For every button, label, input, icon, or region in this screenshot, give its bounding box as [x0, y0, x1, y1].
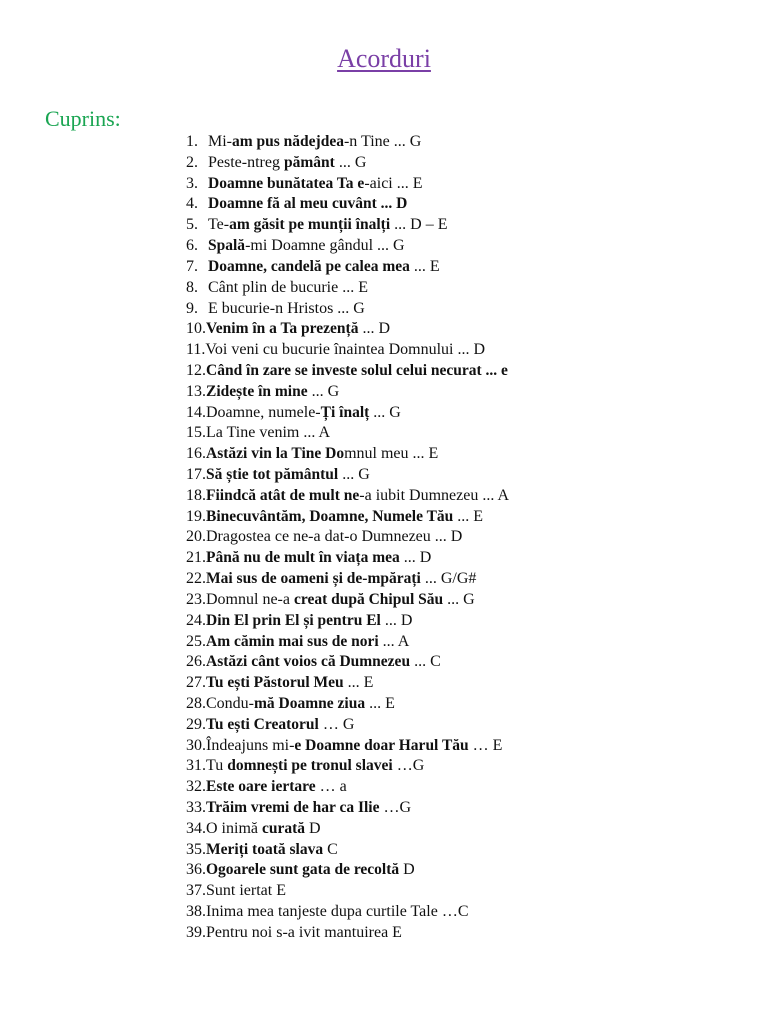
list-item-text: Fiindcă atât de mult ne — [206, 486, 360, 504]
list-item — [186, 278, 746, 299]
list-item — [186, 486, 746, 507]
list-item — [186, 153, 746, 174]
list-item-text: Doamne bunătatea Ta e — [208, 174, 365, 192]
list-item-text: ... D — [380, 611, 413, 629]
list-item-number: 10. — [186, 320, 206, 338]
list-item-number: 2. — [186, 153, 198, 171]
list-item-text: Ogoarele sunt gata de recoltă — [206, 861, 400, 879]
list-item-text: mnul meu ... E — [344, 445, 439, 463]
list-item-number: 36. — [186, 861, 206, 879]
list-item — [186, 444, 746, 465]
list-item — [186, 715, 746, 736]
list-item-number: 37. — [186, 882, 206, 900]
list-item-text: La Tine venim ... A — [206, 424, 331, 442]
table-of-contents — [186, 132, 746, 944]
list-item-text: Sunt iertat E — [206, 882, 286, 900]
list-item-text: Spală — [208, 237, 246, 255]
list-item-number: 25. — [186, 632, 206, 650]
list-item — [186, 611, 746, 632]
list-item-text: Dragostea ce ne-a dat-o Dumnezeu ... D — [206, 528, 463, 546]
list-item-number: 8. — [186, 278, 198, 296]
list-item — [186, 569, 746, 590]
list-item — [186, 382, 746, 403]
list-item-text: ... E — [365, 694, 395, 712]
list-item-number: 39. — [186, 923, 206, 941]
list-item — [186, 174, 746, 195]
list-item-number: 35. — [186, 840, 206, 858]
list-item-text: creat după Chipul Său — [293, 590, 444, 608]
list-item-text: O inimă — [206, 819, 262, 837]
list-item-text: ... C — [410, 653, 441, 671]
document-title: Acorduri — [337, 44, 431, 73]
list-item-number: 5. — [186, 216, 198, 234]
list-item-text: ... A — [378, 632, 410, 650]
list-item-text: Binecuvântăm, Doamne, Numele Tău — [206, 507, 454, 525]
list-item-text: ... E — [409, 257, 440, 275]
list-item-number: 7. — [186, 257, 198, 275]
list-item-text: Astăzi cânt voios că Dumnezeu — [206, 653, 411, 671]
list-item-text: Peste-ntreg — [208, 153, 284, 171]
list-item-number: 30. — [186, 736, 206, 754]
list-item-text: Tu ești Creatorul — [206, 715, 319, 733]
list-item-text: ... G — [307, 382, 340, 400]
list-item-text: ... D — [399, 549, 432, 567]
list-item-number: 1. — [186, 133, 198, 150]
list-item-text: Pentru noi s-a ivit mantuirea E — [206, 923, 402, 941]
section-heading: Cuprins: — [45, 106, 121, 131]
list-item-number: 18. — [186, 486, 206, 504]
list-item — [186, 902, 746, 923]
list-item-text: Din El prin El și pentru El — [206, 611, 381, 629]
list-item-number: 34. — [186, 819, 206, 837]
list-item — [186, 340, 746, 361]
list-item-text: Mai sus de oameni și de-mpărați — [206, 570, 421, 588]
list-item — [186, 527, 746, 548]
list-item-text: … E — [468, 736, 503, 754]
list-item-number: 24. — [186, 611, 206, 629]
list-item-number: 28. — [186, 694, 206, 712]
list-item-number: 32. — [186, 778, 206, 796]
list-item-text: D — [305, 819, 321, 837]
list-item — [186, 299, 746, 320]
list-item-text: ... G — [443, 590, 475, 608]
list-item — [186, 132, 746, 153]
list-item-text: e Doamne doar Harul Tău — [294, 736, 469, 754]
list-item — [186, 465, 746, 486]
list-item-text: pământ — [283, 153, 335, 171]
list-item-text: Tu — [206, 757, 228, 775]
list-item — [186, 590, 746, 611]
list-item — [186, 840, 746, 861]
list-item-text: Îndeajuns mi- — [206, 736, 295, 754]
list-item-text: Ți înalț — [320, 403, 370, 421]
list-item-text: Să știe tot pământul — [206, 466, 339, 483]
list-item-text: -a iubit Dumnezeu ... A — [359, 486, 510, 504]
list-item — [186, 215, 746, 236]
list-item-number: 9. — [186, 299, 198, 317]
list-item-number: 29. — [186, 715, 206, 733]
list-item-text: curată — [262, 819, 306, 837]
list-item-number: 33. — [186, 799, 206, 816]
list-item — [186, 403, 746, 424]
list-item-number: 6. — [186, 237, 198, 255]
list-item-text: … G — [318, 715, 355, 733]
list-item-number: 22. — [186, 570, 206, 588]
list-item-text: Meriți toată slava — [206, 840, 324, 858]
list-item — [186, 756, 746, 777]
list-item-number: 23. — [186, 590, 206, 608]
list-item — [186, 860, 746, 881]
list-item-number: 12. — [186, 361, 206, 379]
list-item-text: Domnul ne-a — [206, 590, 294, 608]
list-item-text: -mi Doamne gândul ... G — [245, 237, 405, 255]
list-item — [186, 819, 746, 840]
list-item — [186, 548, 746, 569]
list-item — [186, 777, 746, 798]
list-item-text: am pus nădejdea — [232, 133, 344, 150]
list-item-text: ... G — [369, 403, 401, 421]
list-item — [186, 673, 746, 694]
list-item-text: ... G — [334, 153, 367, 171]
list-item-text: Până nu de mult în viața mea — [206, 549, 400, 567]
list-item-text: Cânt plin de bucurie ... E — [208, 278, 368, 296]
list-item-text: ... G — [338, 466, 370, 483]
list-item-number: 38. — [186, 903, 206, 921]
list-item-text: -n Tine ... G — [343, 133, 422, 150]
list-item-text: …G — [392, 757, 425, 775]
list-item-number: 31. — [186, 757, 206, 775]
list-item-text: Te- — [208, 216, 230, 234]
list-item-text: Doamne fă al meu cuvânt ... D — [208, 195, 408, 213]
list-item-text: C — [323, 840, 338, 858]
list-item — [186, 881, 746, 902]
list-item-text: Inima mea tanjeste dupa curtile Tale …C — [206, 903, 469, 921]
list-item-text: Doamne, numele- — [206, 403, 321, 421]
list-item-text: ... G/G# — [420, 570, 477, 588]
list-item-text: Când în zare se investe solul celui necurat ... e — [206, 361, 508, 379]
list-item-number: 3. — [186, 174, 198, 192]
list-item — [186, 652, 746, 673]
list-item-text: Zidește în mine — [206, 382, 308, 400]
list-item-number: 19. — [186, 507, 206, 525]
list-item-text: …G — [379, 799, 412, 816]
list-item-text: ... D — [358, 320, 391, 338]
list-item — [186, 798, 746, 819]
list-item-text: Mi- — [208, 133, 232, 150]
list-item — [186, 694, 746, 715]
list-item-text: Astăzi vin la Tine Do — [206, 445, 345, 463]
list-item-number: 14. — [186, 403, 206, 421]
list-item-text: Am cămin mai sus de nori — [206, 632, 379, 650]
list-item-text: Condu- — [206, 694, 254, 712]
list-item-text: … a — [315, 778, 347, 796]
list-item-text: Este oare iertare — [206, 778, 316, 796]
list-item-number: 17. — [186, 466, 206, 483]
list-item-text: ... E — [453, 507, 484, 525]
list-item-number: 26. — [186, 653, 206, 671]
list-item — [186, 507, 746, 528]
list-item-text: ... D – E — [390, 216, 448, 234]
list-item — [186, 194, 746, 215]
list-item-text: mă Doamne ziua — [254, 694, 366, 712]
list-item-number: 16. — [186, 445, 206, 463]
list-item-text: Venim în a Ta prezență — [206, 320, 359, 338]
list-item-text: Doamne, candelă pe calea mea — [208, 257, 410, 275]
list-item-text: domnești pe tronul slavei — [227, 757, 393, 775]
list-item-number: 11. — [186, 341, 206, 359]
list-item-text: -aici ... E — [364, 174, 423, 192]
list-item — [186, 257, 746, 278]
list-item-number: 27. — [186, 674, 206, 692]
list-item — [186, 632, 746, 653]
list-item-number: 21. — [186, 549, 206, 567]
list-item-number: 20. — [186, 528, 206, 546]
list-item-text: E bucurie-n Hristos ... G — [208, 299, 365, 317]
list-item — [186, 319, 746, 340]
list-item-number: 4. — [186, 195, 198, 213]
list-item — [186, 423, 746, 444]
list-item-number: 13. — [186, 382, 206, 400]
list-item-text: Trăim vremi de har ca Ilie — [206, 799, 380, 816]
list-item-text: Voi veni cu bucurie înaintea Domnului ... D — [205, 341, 486, 359]
list-item — [186, 923, 746, 944]
list-item — [186, 236, 746, 257]
list-item-number: 15. — [186, 424, 206, 442]
list-item-text: Tu ești Păstorul Meu — [206, 674, 344, 692]
list-item — [186, 361, 746, 382]
list-item — [186, 736, 746, 757]
list-item-text: ... E — [343, 674, 374, 692]
list-item-text: D — [399, 861, 415, 879]
list-item-text: am găsit pe munții înalți — [229, 216, 391, 234]
